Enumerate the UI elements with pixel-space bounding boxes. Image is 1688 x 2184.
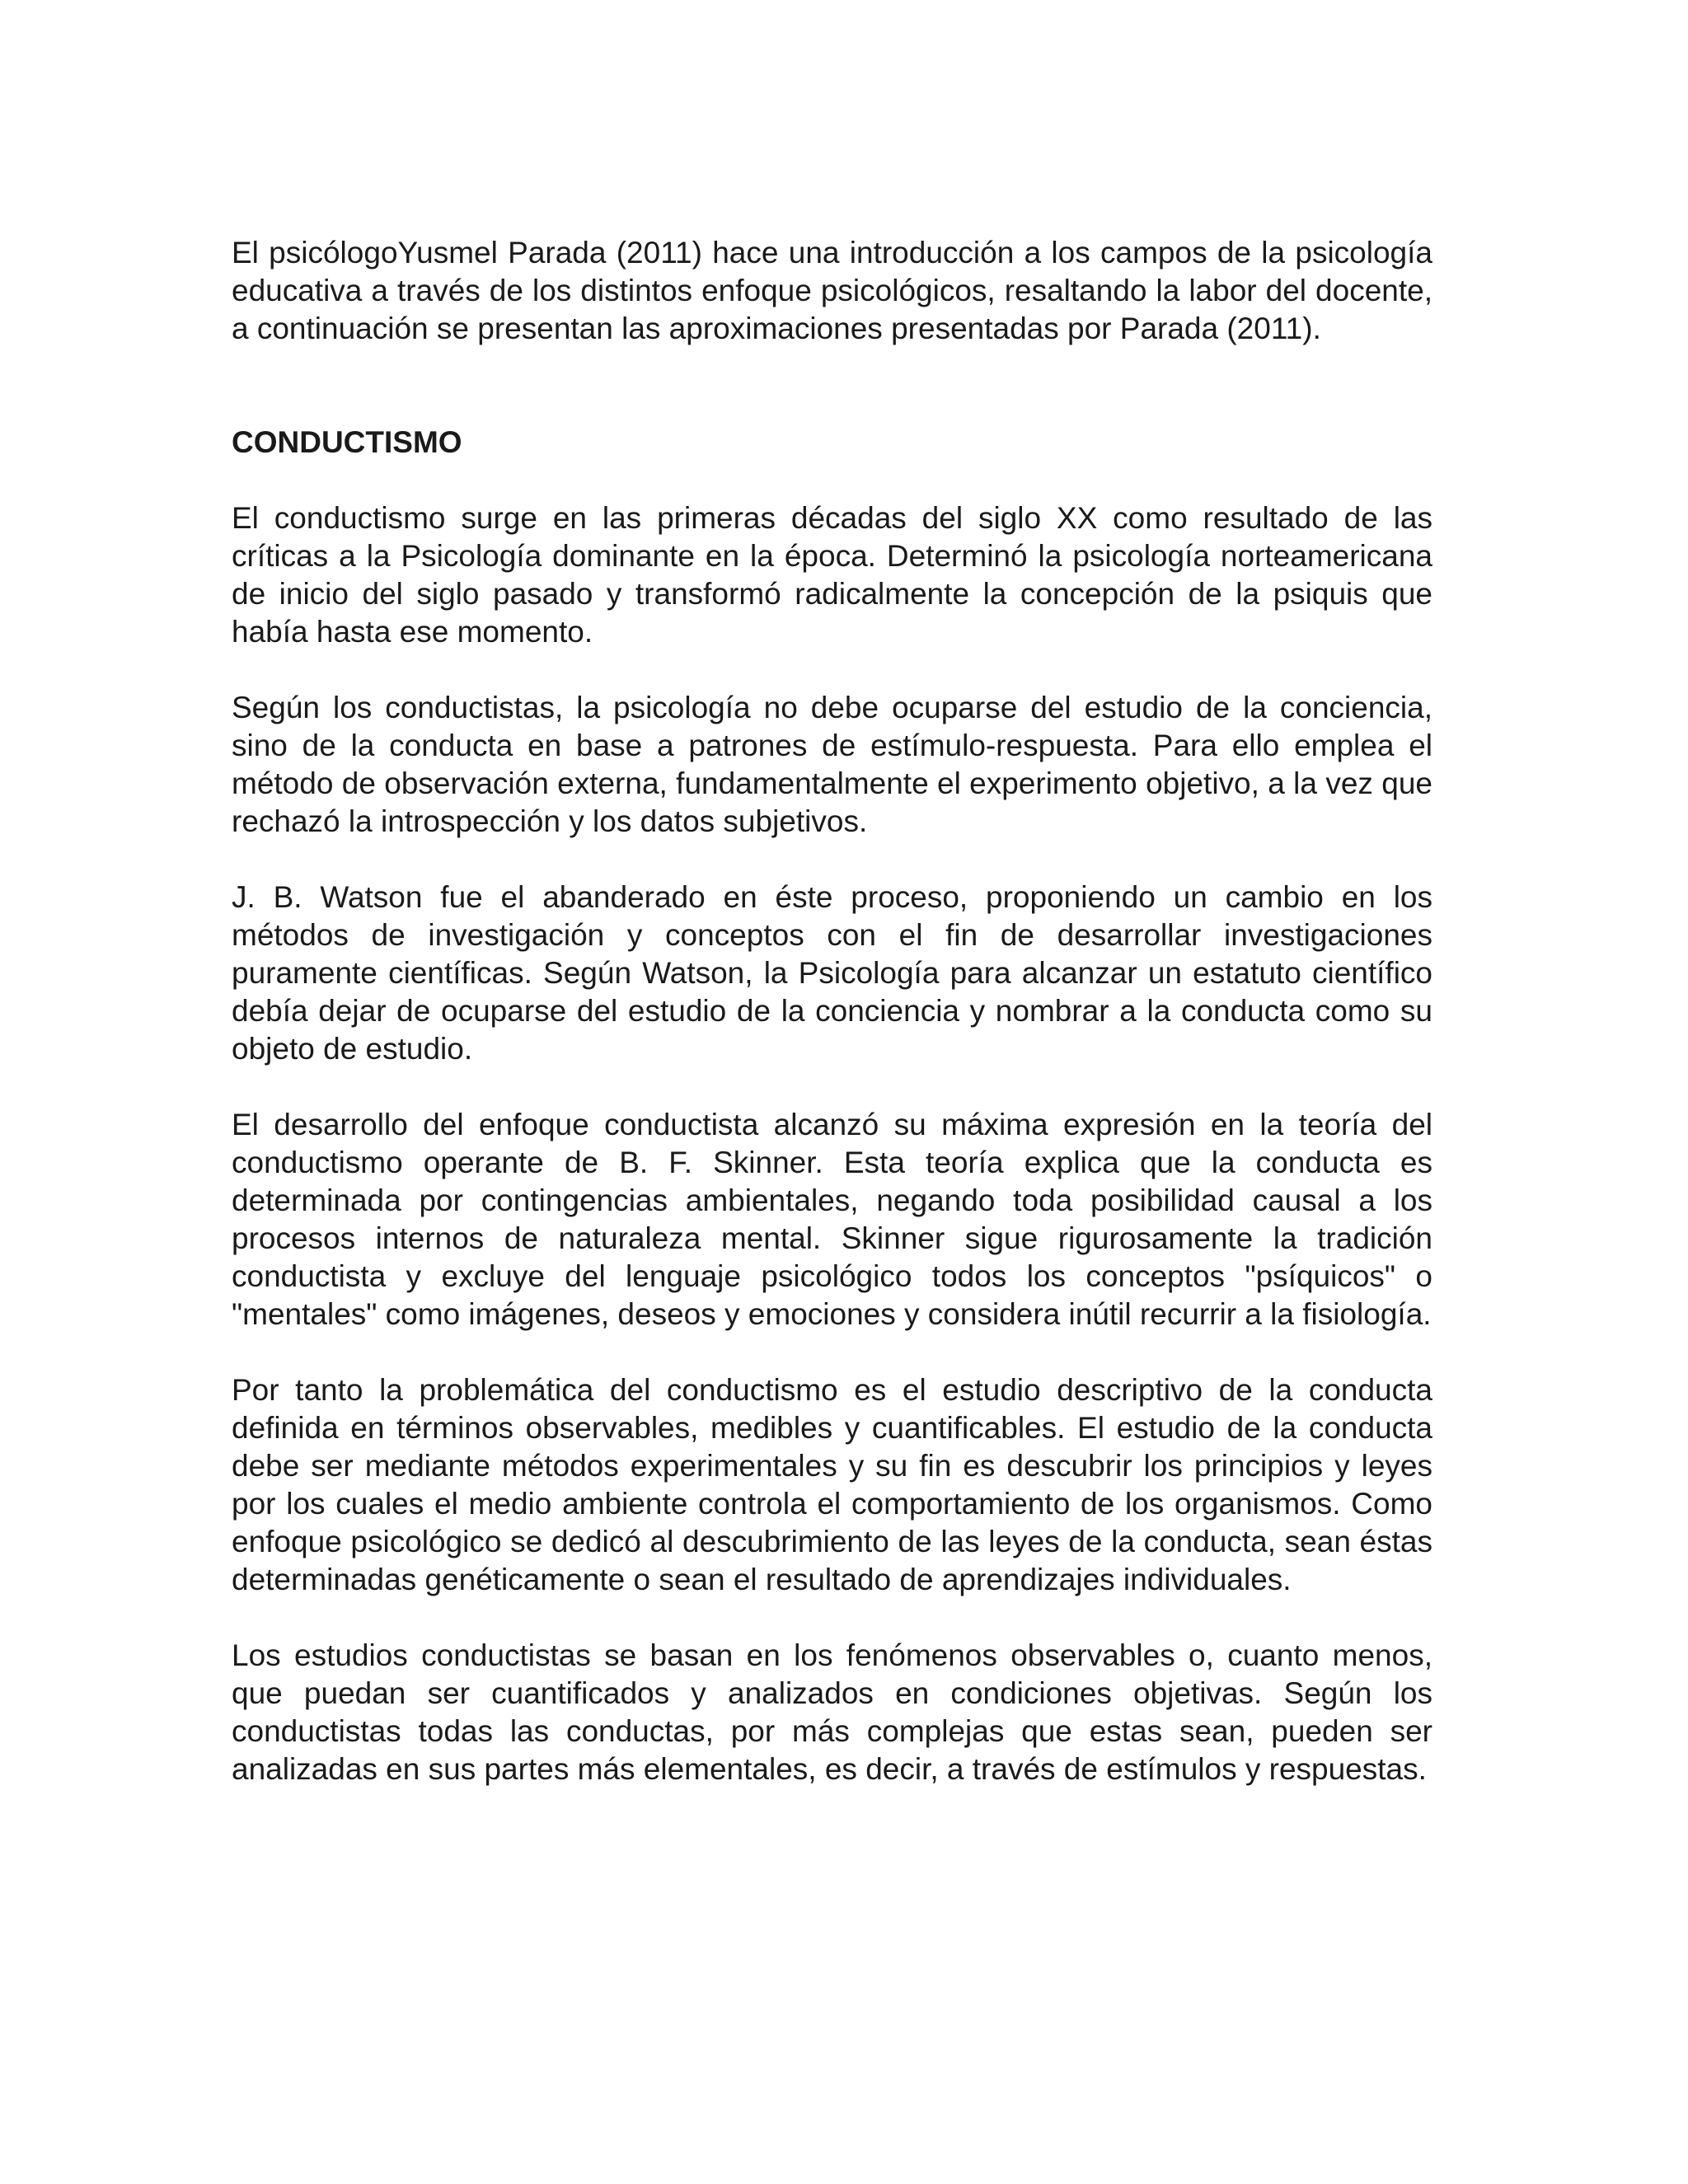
paragraph-origin: El conductismo surge en las primeras décadas del siglo XX como resultado de las críticas a la Psicología dominante en la época. Determinó la psicología norteamericana de inicio del siglo pasado y transformó radicalmente la concepción de la psiquis que había hasta ese momento. [232,501,1432,649]
paragraph-conductistas: Según los conductistas, la psicología no debe ocuparse del estudio de la conciencia, sino de la conducta en base a patrones de estímulo-respuesta. Para ello emplea el método de observación externa, fundamentalmente el experimento objetivo, a la vez que rechazó la introspección y los datos subjetivos. [232,691,1432,838]
paragraph-estudios: Los estudios conductistas se basan en los fenómenos observables o, cuanto menos, que puedan ser cuantificados y analizados en condiciones objetivas. Según los conductistas todas las conductas, por más complejas que estas sean, pueden ser analizadas en sus partes más elementales, es decir, a través de estímulos y respuestas. [232,1638,1432,1786]
paragraph-skinner: El desarrollo del enfoque conductista alcanzó su máxima expresión en la teoría del conductismo operante de B. F. Skinner. Esta teoría explica que la conducta es determinada por contingencias ambientales, negando toda posibilidad causal a los procesos internos de naturaleza mental. Skinner sigue rigurosamente la tradición conductista y excluye del lenguaje psicológico todos los conceptos "psíquicos" o "mentales" como imágenes, deseos y emociones y considera inútil recurrir a la fisiología. [232,1108,1432,1331]
intro-paragraph: El psicólogoYusmel Parada (2011) hace una introducción a los campos de la psicología educativa a través de los distintos enfoque psicológicos, resaltando la labor del docente, a continuación se presentan las aproximaciones presentadas por Parada (2011). [232,236,1432,345]
section-heading: CONDUCTISMO [232,425,462,459]
paragraph-watson: J. B. Watson fue el abanderado en éste proceso, proponiendo un cambio en los métodos de investigación y conceptos con el fin de desarrollar investigaciones puramente científicas. Según Watson, la Psicología para alcanzar un estatuto científico debía dejar de ocuparse del estudio de la conciencia y nombrar a la conducta como su objeto de estudio. [232,880,1432,1066]
paragraph-problematica: Por tanto la problemática del conductismo es el estudio descriptivo de la conducta definida en términos observables, medibles y cuantificables. El estudio de la conducta debe ser mediante métodos experimentales y su fin es descubrir los principios y leyes por los cuales el medio ambiente controla el comportamiento de los organismos. Como enfoque psicológico se dedicó al descubrimiento de las leyes de la conducta, sean éstas determinadas genéticamente o sean el resultado de aprendizajes individuales. [232,1373,1432,1596]
document-body [232,234,1432,1826]
